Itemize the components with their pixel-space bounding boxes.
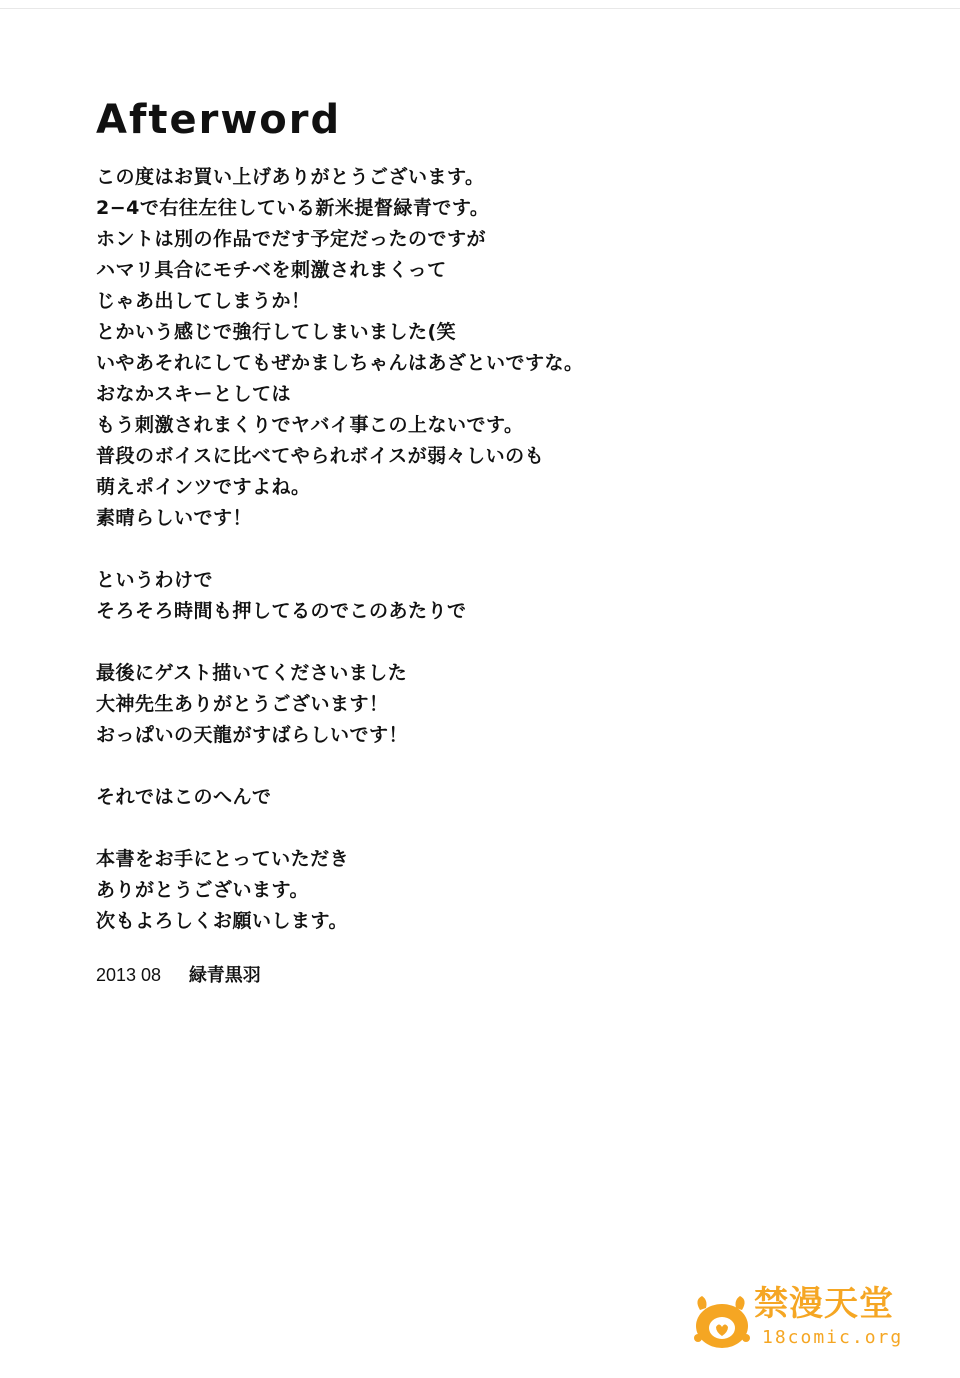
- text-line: ホントは別の作品でだす予定だったのですが: [96, 228, 487, 250]
- text-line: この度はお買い上げありがとうございます。: [96, 166, 485, 188]
- afterword-body: [96, 162, 896, 937]
- page-title: Afterword: [96, 97, 342, 143]
- watermark: [688, 1280, 920, 1360]
- text-line: 普段のボイスに比べてやられボイスが弱々しいのも: [96, 445, 545, 467]
- text-line: じゃあ出してしまうか！: [96, 290, 311, 312]
- signature: [96, 960, 261, 991]
- paragraph: [96, 162, 896, 534]
- text-line: 2−4で右往左往している新米提督緑青です。: [96, 197, 490, 219]
- paragraph: [96, 782, 896, 813]
- paragraph: [96, 844, 896, 937]
- watermark-url: 18comic.org: [762, 1327, 904, 1348]
- text-line: 萌えポインツですよね。: [96, 476, 311, 498]
- signature-author: 緑青黒羽: [188, 965, 261, 986]
- text-line: とかいう感じで強行してしまいました(笑: [96, 321, 457, 343]
- paragraph: [96, 565, 896, 627]
- text-line: 次もよろしくお願いします。: [96, 910, 348, 932]
- text-line: 本書をお手にとっていただき: [96, 848, 350, 870]
- signature-date: 2013 08: [96, 965, 162, 985]
- text-line: ハマリ具合にモチベを刺激されまくって: [96, 259, 447, 281]
- mascot-logo-icon: [688, 1288, 758, 1352]
- paragraph-gap: [96, 627, 896, 658]
- text-line: おっぱいの天龍がすばらしいです！: [96, 724, 409, 746]
- top-divider: [0, 8, 960, 9]
- text-line: ありがとうございます。: [96, 879, 309, 901]
- paragraph: [96, 658, 896, 751]
- text-line: 素晴らしいです！: [96, 507, 253, 529]
- paragraph-gap: [96, 534, 896, 565]
- paragraph-gap: [96, 813, 896, 844]
- text-line: そろそろ時間も押してるのでこのあたりで: [96, 600, 467, 622]
- paragraph-gap: [96, 751, 896, 782]
- text-line: 最後にゲスト描いてくださいました: [96, 662, 408, 684]
- text-line: というわけで: [96, 569, 214, 591]
- text-line: もう刺激されまくりでヤバイ事この上ないです。: [96, 414, 524, 436]
- watermark-title: 禁漫天堂: [754, 1284, 894, 1324]
- text-line: 大神先生ありがとうございます！: [96, 693, 389, 715]
- text-line: いやあそれにしてもぜかましちゃんはあざといですな。: [96, 352, 584, 374]
- text-line: それではこのへんで: [96, 786, 272, 808]
- text-line: おなかスキーとしては: [96, 383, 292, 405]
